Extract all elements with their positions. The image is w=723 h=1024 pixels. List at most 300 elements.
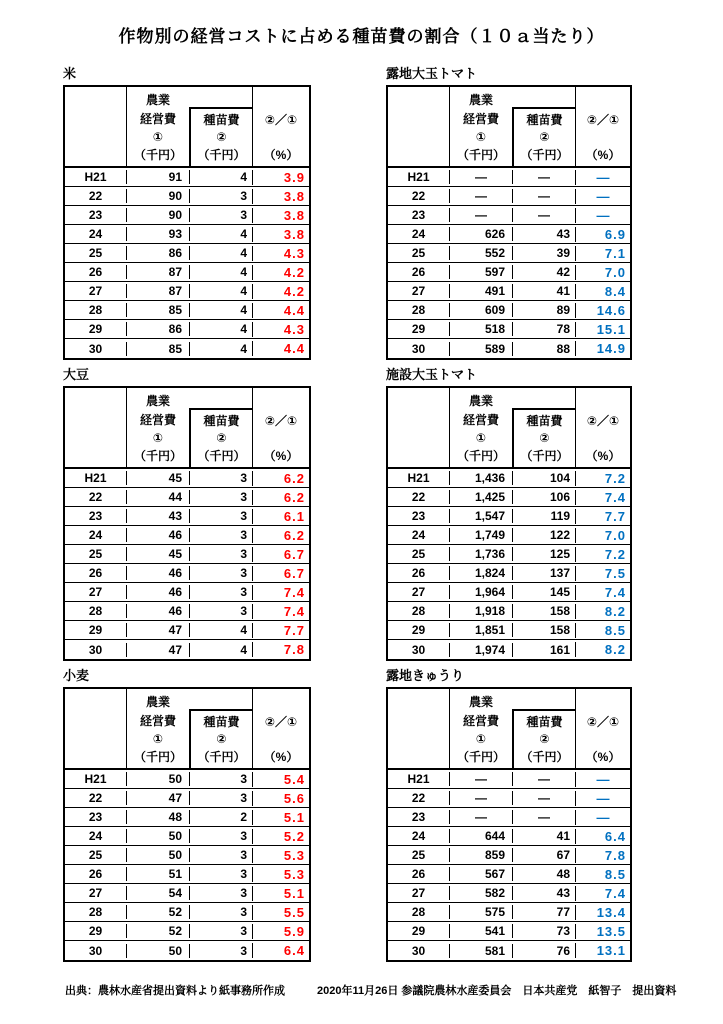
header-cost-unit: （千円） bbox=[133, 749, 182, 764]
year-cell: 26 bbox=[388, 867, 450, 881]
cost-cell: 518 bbox=[450, 322, 513, 336]
cost-cell: 1,824 bbox=[450, 566, 513, 580]
seed-cell: 119 bbox=[550, 509, 570, 523]
table-row bbox=[388, 922, 630, 941]
seed-cell: 3 bbox=[240, 189, 247, 203]
header-ratio-label: ②／① bbox=[264, 113, 298, 127]
table-body bbox=[65, 469, 309, 659]
cost-cell: 50 bbox=[127, 829, 190, 843]
seed-cell: 4 bbox=[240, 322, 247, 336]
header-cost-label: 経営費 bbox=[139, 112, 176, 127]
year-cell: 22 bbox=[65, 490, 127, 504]
header-ratio-unit: （%） bbox=[263, 750, 299, 764]
seed-cell: 41 bbox=[556, 284, 570, 298]
table-row bbox=[65, 545, 309, 564]
header-group-label: 農業 bbox=[145, 93, 170, 107]
seed-cell: 3 bbox=[240, 528, 247, 542]
ratio-cell: 4.2 bbox=[252, 284, 309, 299]
seed-cell: 3 bbox=[240, 566, 247, 580]
year-cell: 24 bbox=[65, 528, 127, 542]
header-year-cell bbox=[388, 87, 450, 166]
cost-cell: ― bbox=[450, 208, 513, 222]
year-cell: 23 bbox=[388, 810, 450, 824]
header-seed-unit: （千円） bbox=[197, 750, 246, 764]
year-cell: 29 bbox=[388, 322, 450, 336]
table-row bbox=[388, 244, 630, 263]
year-cell: 22 bbox=[388, 189, 450, 203]
cost-cell: 93 bbox=[127, 227, 190, 241]
table-row bbox=[65, 282, 309, 301]
seed-cell: 104 bbox=[549, 471, 570, 485]
ratio-cell: 5.5 bbox=[252, 905, 309, 920]
header-seed-circle2: ② bbox=[216, 130, 227, 144]
header-seed-circle2: ② bbox=[539, 431, 550, 445]
ratio-cell: 4.2 bbox=[252, 265, 309, 280]
seed-cell: 3 bbox=[240, 585, 247, 599]
header-cost-circle1: ① bbox=[152, 129, 164, 144]
header-cost-label: 経営費 bbox=[462, 714, 499, 729]
table-soybean bbox=[63, 386, 311, 661]
table-row bbox=[388, 488, 630, 507]
seed-cell: 89 bbox=[556, 303, 570, 317]
year-cell: 23 bbox=[388, 509, 450, 523]
seed-cell: 3 bbox=[240, 829, 247, 843]
header-cost-label: 経営費 bbox=[462, 413, 499, 428]
cost-cell: 46 bbox=[127, 604, 190, 618]
ratio-cell: 3.8 bbox=[252, 227, 309, 242]
cost-cell: 48 bbox=[127, 810, 190, 824]
table-row bbox=[388, 469, 630, 488]
ratio-cell: 7.2 bbox=[575, 547, 630, 562]
ratio-cell: 7.7 bbox=[575, 509, 630, 524]
table-row bbox=[65, 339, 309, 358]
table-row bbox=[65, 640, 309, 659]
seed-cell: 4 bbox=[240, 284, 247, 298]
cost-cell: 597 bbox=[450, 265, 513, 279]
table-row bbox=[65, 526, 309, 545]
header-cost-unit: （千円） bbox=[133, 448, 182, 463]
crop-title-openfield-tomato: 露地大玉トマト bbox=[386, 66, 478, 81]
table-row bbox=[65, 507, 309, 526]
header-seed-box bbox=[189, 408, 252, 467]
year-cell: 24 bbox=[388, 829, 450, 843]
ratio-cell: 5.2 bbox=[252, 829, 309, 844]
table-header bbox=[65, 87, 309, 168]
ratio-cell: 6.7 bbox=[252, 547, 309, 562]
year-cell: 30 bbox=[65, 944, 127, 958]
seed-cell: 41 bbox=[556, 829, 570, 843]
header-seed-cell bbox=[512, 87, 575, 166]
crop-title-soybean: 大豆 bbox=[63, 367, 90, 382]
cost-cell: 589 bbox=[450, 342, 513, 356]
header-year-cell bbox=[65, 689, 127, 768]
crop-title-greenhouse-tomato: 施設大玉トマト bbox=[386, 367, 478, 382]
table-row bbox=[388, 941, 630, 960]
table-row bbox=[388, 526, 630, 545]
cost-cell: 1,425 bbox=[450, 490, 513, 504]
table-cucumber bbox=[386, 687, 632, 962]
year-cell: 24 bbox=[65, 829, 127, 843]
ratio-cell: ― bbox=[575, 772, 630, 787]
cost-cell: ― bbox=[450, 791, 513, 805]
ratio-cell: 6.1 bbox=[252, 509, 309, 524]
cost-cell: 644 bbox=[450, 829, 513, 843]
ratio-cell: 7.0 bbox=[575, 528, 630, 543]
table-row bbox=[65, 903, 309, 922]
table-row bbox=[388, 827, 630, 846]
header-cost-cell bbox=[450, 388, 512, 467]
seed-cell: 77 bbox=[556, 905, 570, 919]
ratio-cell: 8.2 bbox=[575, 642, 630, 657]
table-row bbox=[388, 602, 630, 621]
header-seed-cell bbox=[189, 388, 252, 467]
year-cell: 30 bbox=[65, 342, 127, 356]
ratio-cell: 5.6 bbox=[252, 791, 309, 806]
header-cost-cell bbox=[450, 87, 512, 166]
seed-cell: ― bbox=[538, 170, 550, 184]
ratio-cell: 13.1 bbox=[575, 943, 630, 958]
ratio-cell: 6.2 bbox=[252, 490, 309, 505]
seed-cell: 3 bbox=[240, 848, 247, 862]
ratio-cell: 5.3 bbox=[252, 848, 309, 863]
cost-cell: 1,851 bbox=[450, 623, 513, 637]
cost-cell: 52 bbox=[127, 924, 190, 938]
year-cell: 24 bbox=[65, 227, 127, 241]
ratio-cell: 6.7 bbox=[252, 566, 309, 581]
ratio-cell: 5.3 bbox=[252, 867, 309, 882]
year-cell: 24 bbox=[388, 227, 450, 241]
header-ratio-unit: （%） bbox=[263, 148, 299, 162]
seed-cell: 4 bbox=[240, 227, 247, 241]
section-openfield-tomato bbox=[386, 66, 632, 360]
header-ratio-label: ②／① bbox=[586, 414, 620, 428]
table-row bbox=[388, 640, 630, 659]
seed-cell: ― bbox=[538, 810, 550, 824]
ratio-cell: 7.4 bbox=[575, 585, 630, 600]
seed-cell: ― bbox=[538, 189, 550, 203]
table-row bbox=[388, 187, 630, 206]
year-cell: 27 bbox=[388, 585, 450, 599]
ratio-cell: 13.4 bbox=[575, 905, 630, 920]
seed-cell: 48 bbox=[556, 867, 570, 881]
table-row bbox=[388, 225, 630, 244]
header-cost-circle1: ① bbox=[152, 731, 164, 746]
seed-cell: 125 bbox=[549, 547, 570, 561]
header-seed-box bbox=[189, 107, 252, 166]
section-soybean bbox=[63, 367, 311, 661]
header-group-label: 農業 bbox=[468, 695, 493, 709]
table-header bbox=[388, 689, 630, 770]
footer-source: 出典：農林水産省提出資料より紙事務所作成 bbox=[65, 985, 285, 997]
header-seed-circle2: ② bbox=[539, 130, 550, 144]
seed-cell: ― bbox=[538, 208, 550, 222]
cost-cell: 575 bbox=[450, 905, 513, 919]
year-cell: H21 bbox=[388, 772, 450, 786]
seed-cell: 4 bbox=[240, 170, 247, 184]
header-seed-box bbox=[512, 408, 575, 467]
year-cell: 23 bbox=[65, 208, 127, 222]
header-cost-circle1: ① bbox=[152, 430, 164, 445]
table-wheat bbox=[63, 687, 311, 962]
table-row bbox=[65, 846, 309, 865]
header-ratio-unit: （%） bbox=[585, 750, 621, 764]
seed-cell: 158 bbox=[549, 604, 570, 618]
cost-cell: 44 bbox=[127, 490, 190, 504]
seed-cell: ― bbox=[538, 772, 550, 786]
section-rice bbox=[63, 66, 311, 360]
seed-cell: 3 bbox=[240, 943, 247, 958]
ratio-cell: ― bbox=[575, 170, 630, 185]
section-wheat bbox=[63, 668, 311, 962]
cost-cell: 91 bbox=[127, 170, 190, 184]
cost-cell: 90 bbox=[127, 208, 190, 222]
year-cell: 26 bbox=[65, 867, 127, 881]
cost-cell: 609 bbox=[450, 303, 513, 317]
year-cell: 30 bbox=[388, 944, 450, 958]
year-cell: H21 bbox=[65, 471, 127, 485]
section-cucumber bbox=[386, 668, 632, 962]
year-cell: H21 bbox=[65, 772, 127, 786]
ratio-cell: 8.4 bbox=[575, 284, 630, 299]
cost-cell: 85 bbox=[127, 342, 190, 356]
footer-credit: 2020年11月26日 参議院農林水産委員会 日本共産党 紙智子 提出資料 bbox=[317, 985, 677, 997]
cost-cell: 552 bbox=[450, 246, 513, 260]
header-seed-circle2: ② bbox=[216, 431, 227, 445]
seed-cell: 4 bbox=[240, 303, 247, 317]
ratio-cell: 7.5 bbox=[575, 566, 630, 581]
year-cell: H21 bbox=[388, 170, 450, 184]
ratio-cell: 7.4 bbox=[252, 604, 309, 619]
cost-cell: 87 bbox=[127, 265, 190, 279]
seed-cell: 3 bbox=[240, 886, 247, 900]
header-year-cell bbox=[388, 388, 450, 467]
ratio-cell: ― bbox=[575, 208, 630, 223]
header-cost-cell bbox=[450, 689, 512, 768]
cost-cell: 52 bbox=[127, 905, 190, 919]
cost-cell: 46 bbox=[127, 566, 190, 580]
header-cost-cell bbox=[127, 388, 189, 467]
header-cost-unit: （千円） bbox=[456, 749, 505, 764]
seed-cell: 137 bbox=[549, 566, 570, 580]
table-row bbox=[65, 789, 309, 808]
crop-title-rice: 米 bbox=[63, 66, 77, 81]
cost-cell: ― bbox=[450, 189, 513, 203]
header-cost-label: 経営費 bbox=[462, 112, 499, 127]
seed-cell: 161 bbox=[549, 642, 570, 657]
year-cell: 23 bbox=[65, 810, 127, 824]
header-year-cell bbox=[388, 689, 450, 768]
ratio-cell: 3.9 bbox=[252, 170, 309, 185]
ratio-cell: 8.5 bbox=[575, 867, 630, 882]
table-body bbox=[388, 770, 630, 960]
year-cell: 25 bbox=[388, 848, 450, 862]
table-row bbox=[65, 320, 309, 339]
year-cell: 27 bbox=[388, 886, 450, 900]
header-seed-cell bbox=[512, 388, 575, 467]
cost-cell: 87 bbox=[127, 284, 190, 298]
seed-cell: 78 bbox=[556, 322, 570, 336]
table-row bbox=[388, 507, 630, 526]
ratio-cell: 3.8 bbox=[252, 208, 309, 223]
table-row bbox=[388, 301, 630, 320]
seed-cell: 3 bbox=[240, 509, 247, 523]
year-cell: 25 bbox=[65, 547, 127, 561]
seed-cell: 3 bbox=[240, 208, 247, 222]
ratio-cell: 7.8 bbox=[252, 642, 309, 657]
cost-cell: 1,436 bbox=[450, 471, 513, 485]
year-cell: 28 bbox=[65, 604, 127, 618]
table-row bbox=[65, 206, 309, 225]
year-cell: 22 bbox=[388, 791, 450, 805]
header-ratio-cell bbox=[252, 689, 309, 768]
cost-cell: 567 bbox=[450, 867, 513, 881]
cost-cell: 1,547 bbox=[450, 509, 513, 523]
ratio-cell: 5.1 bbox=[252, 886, 309, 901]
table-row bbox=[65, 469, 309, 488]
header-seed-unit: （千円） bbox=[197, 449, 246, 463]
year-cell: 22 bbox=[65, 791, 127, 805]
ratio-cell: 6.9 bbox=[575, 227, 630, 242]
seed-cell: 2 bbox=[240, 810, 247, 824]
cost-cell: 1,974 bbox=[450, 643, 513, 657]
seed-cell: 76 bbox=[556, 943, 570, 958]
year-cell: 29 bbox=[65, 322, 127, 336]
ratio-cell: 5.1 bbox=[252, 810, 309, 825]
ratio-cell: 5.4 bbox=[252, 772, 309, 787]
ratio-cell: 4.4 bbox=[252, 303, 309, 318]
year-cell: 25 bbox=[388, 246, 450, 260]
cost-cell: ― bbox=[450, 810, 513, 824]
cost-cell: 859 bbox=[450, 848, 513, 862]
ratio-cell: ― bbox=[575, 791, 630, 806]
ratio-cell: 6.4 bbox=[252, 943, 309, 958]
header-group-label: 農業 bbox=[468, 93, 493, 107]
header-seed-label: 種苗費 bbox=[526, 414, 563, 428]
cost-cell: 86 bbox=[127, 322, 190, 336]
year-cell: 27 bbox=[65, 886, 127, 900]
year-cell: 28 bbox=[388, 604, 450, 618]
ratio-cell: 7.8 bbox=[575, 848, 630, 863]
ratio-cell: 7.1 bbox=[575, 246, 630, 261]
year-cell: 29 bbox=[388, 623, 450, 637]
table-row bbox=[388, 545, 630, 564]
ratio-cell: 7.4 bbox=[575, 886, 630, 901]
year-cell: 27 bbox=[65, 284, 127, 298]
ratio-cell: ― bbox=[575, 189, 630, 204]
cost-cell: ― bbox=[450, 772, 513, 786]
seed-cell: 3 bbox=[240, 490, 247, 504]
table-body bbox=[65, 168, 309, 358]
cost-cell: 90 bbox=[127, 189, 190, 203]
header-seed-label: 種苗費 bbox=[203, 414, 240, 428]
header-seed-circle2: ② bbox=[216, 732, 227, 746]
seed-cell: 4 bbox=[240, 623, 247, 637]
year-cell: 25 bbox=[65, 246, 127, 260]
year-cell: 28 bbox=[65, 905, 127, 919]
cost-cell: 50 bbox=[127, 772, 190, 786]
seed-cell: 3 bbox=[240, 905, 247, 919]
header-cost-unit: （千円） bbox=[456, 147, 505, 162]
header-group-label: 農業 bbox=[468, 394, 493, 408]
crop-title-wheat: 小麦 bbox=[63, 668, 90, 683]
table-row bbox=[388, 320, 630, 339]
table-row bbox=[65, 168, 309, 187]
cost-cell: 47 bbox=[127, 791, 190, 805]
table-body bbox=[65, 770, 309, 960]
page-title: 作物別の経営コストに占める種苗費の割合（１０ａ当たり） bbox=[118, 27, 605, 46]
year-cell: 29 bbox=[388, 924, 450, 938]
table-row bbox=[388, 865, 630, 884]
cost-cell: 582 bbox=[450, 886, 513, 900]
cost-cell: 1,918 bbox=[450, 604, 513, 618]
year-cell: 22 bbox=[388, 490, 450, 504]
table-row bbox=[388, 282, 630, 301]
cost-cell: 47 bbox=[127, 623, 190, 637]
cost-cell: 47 bbox=[127, 643, 190, 657]
cost-cell: 45 bbox=[127, 547, 190, 561]
header-cost-unit: （千円） bbox=[456, 448, 505, 463]
cost-cell: 1,964 bbox=[450, 585, 513, 599]
seed-cell: 3 bbox=[240, 772, 247, 786]
seed-cell: 3 bbox=[240, 547, 247, 561]
table-header bbox=[388, 388, 630, 469]
seed-cell: 158 bbox=[549, 623, 570, 637]
year-cell: 26 bbox=[388, 265, 450, 279]
header-ratio-cell bbox=[252, 388, 309, 467]
cost-cell: 86 bbox=[127, 246, 190, 260]
header-ratio-cell bbox=[252, 87, 309, 166]
cost-cell: 491 bbox=[450, 284, 513, 298]
cost-cell: 43 bbox=[127, 509, 190, 523]
seed-cell: 3 bbox=[240, 471, 247, 485]
header-seed-label: 種苗費 bbox=[526, 113, 563, 127]
seed-cell: ― bbox=[538, 791, 550, 805]
year-cell: 25 bbox=[65, 848, 127, 862]
ratio-cell: 13.5 bbox=[575, 924, 630, 939]
footer bbox=[65, 982, 676, 998]
table-row bbox=[388, 903, 630, 922]
seed-cell: 67 bbox=[556, 848, 570, 862]
table-row bbox=[65, 187, 309, 206]
year-cell: 23 bbox=[388, 208, 450, 222]
year-cell: 28 bbox=[388, 905, 450, 919]
header-cost-label: 経営費 bbox=[139, 714, 176, 729]
cost-cell: 54 bbox=[127, 886, 190, 900]
seed-cell: 4 bbox=[240, 265, 247, 279]
year-cell: 28 bbox=[388, 303, 450, 317]
seed-cell: 4 bbox=[240, 341, 247, 356]
header-ratio-label: ②／① bbox=[586, 715, 620, 729]
ratio-cell: 7.2 bbox=[575, 471, 630, 486]
table-row bbox=[388, 770, 630, 789]
cost-cell: 85 bbox=[127, 303, 190, 317]
header-seed-box bbox=[512, 709, 575, 768]
cost-cell: 541 bbox=[450, 924, 513, 938]
cost-cell: 46 bbox=[127, 528, 190, 542]
ratio-cell: 7.4 bbox=[252, 585, 309, 600]
cost-cell: 51 bbox=[127, 867, 190, 881]
header-seed-label: 種苗費 bbox=[203, 113, 240, 127]
year-cell: 30 bbox=[65, 643, 127, 657]
table-body bbox=[388, 168, 630, 358]
cost-cell: 45 bbox=[127, 471, 190, 485]
header-seed-circle2: ② bbox=[539, 732, 550, 746]
cost-cell: 626 bbox=[450, 227, 513, 241]
table-row bbox=[65, 263, 309, 282]
year-cell: 25 bbox=[388, 547, 450, 561]
header-seed-cell bbox=[512, 689, 575, 768]
header-seed-cell bbox=[189, 87, 252, 166]
